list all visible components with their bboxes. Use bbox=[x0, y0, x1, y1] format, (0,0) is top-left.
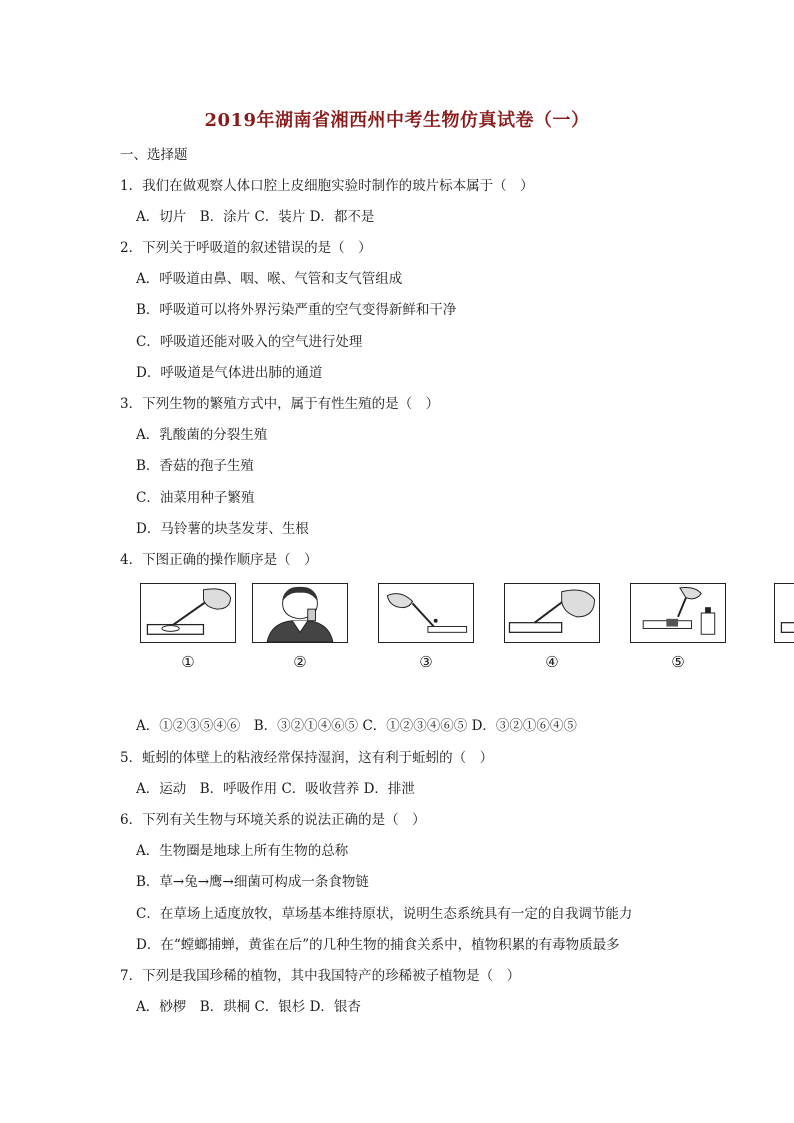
question-2-option-d: D．呼吸道是气体进出肺的通道 bbox=[136, 365, 323, 381]
figure-panel-1 bbox=[140, 583, 236, 643]
figure-label-2: ② bbox=[293, 653, 307, 671]
figure-panel-4 bbox=[504, 583, 600, 643]
question-2-option-a: A．呼吸道由鼻、咽、喉、气管和支气管组成 bbox=[136, 271, 403, 287]
operation-figure bbox=[140, 583, 794, 675]
question-6-option-b: B．草→兔→鹰→细菌可构成一条食物链 bbox=[136, 874, 369, 890]
dropper-on-slide-icon bbox=[141, 584, 235, 642]
question-4-stem: 4．下图正确的操作顺序是（ ） bbox=[120, 552, 318, 568]
question-6-stem: 6．下列有关生物与环境关系的说法正确的是（ ） bbox=[120, 812, 426, 828]
staining-bottle-icon bbox=[631, 584, 725, 642]
figure-panel-5 bbox=[630, 583, 726, 643]
slide-partial-icon bbox=[775, 584, 794, 642]
question-7-options: A．桫椤 B．珙桐 C．银杉 D．银杏 bbox=[136, 999, 361, 1015]
question-3-option-c: C．油菜用种子繁殖 bbox=[136, 490, 255, 506]
figure-label-5: ⑤ bbox=[671, 653, 685, 671]
figure-label-4: ④ bbox=[545, 653, 559, 671]
question-2-option-b: B．呼吸道可以将外界污染严重的空气变得新鲜和干净 bbox=[136, 302, 457, 318]
question-6-option-a: A．生物圈是地球上所有生物的总称 bbox=[136, 843, 349, 859]
question-5-options: A．运动 B．呼吸作用 C．吸收营养 D．排泄 bbox=[136, 781, 415, 797]
question-1-options: A．切片 B．涂片 C．装片 D．都不是 bbox=[136, 209, 375, 225]
figure-label-3: ③ bbox=[419, 653, 433, 671]
question-2-stem: 2．下列关于呼吸道的叙述错误的是（ ） bbox=[120, 240, 372, 256]
dropper-adding-drop-icon bbox=[379, 584, 473, 642]
question-6-option-d: D．在“螳螂捕蝉，黄雀在后”的几种生物的捕食关系中，植物积累的有毒物质最多 bbox=[136, 937, 620, 953]
figure-panel-6 bbox=[774, 583, 794, 643]
question-2-option-c: C．呼吸道还能对吸入的空气进行处理 bbox=[136, 334, 363, 350]
question-3-option-d: D．马铃薯的块茎发芽、生根 bbox=[136, 521, 309, 537]
question-6-option-c: C．在草场上适度放牧，草场基本维持原状，说明生态系统具有一定的自我调节能力 bbox=[136, 906, 633, 922]
question-7-stem: 7．下列是我国珍稀的植物，其中我国特产的珍稀被子植物是（ ） bbox=[120, 968, 521, 984]
tweezers-cover-slip-icon bbox=[505, 584, 599, 642]
question-5-stem: 5．蚯蚓的体壁上的粘液经常保持湿润，这有利于蚯蚓的（ ） bbox=[120, 750, 494, 766]
figure-panel-3 bbox=[378, 583, 474, 643]
question-3-option-a: A．乳酸菌的分裂生殖 bbox=[136, 427, 268, 443]
question-4-options: A．①②③⑤④⑥ B．③②①④⑥⑤ C．①②③④⑥⑤ D．③②①⑥④⑤ bbox=[136, 718, 577, 734]
figure-label-1: ① bbox=[181, 653, 195, 671]
question-3-stem: 3．下列生物的繁殖方式中，属于有性生殖的是（ ） bbox=[120, 396, 440, 412]
question-3-option-b: B．香菇的孢子生殖 bbox=[136, 458, 254, 474]
person-rinsing-mouth-icon bbox=[253, 584, 347, 642]
figure-panel-2 bbox=[252, 583, 348, 643]
section-heading: 一、选择题 bbox=[120, 147, 188, 163]
question-1-stem: 1．我们在做观察人体口腔上皮细胞实验时制作的玻片标本属于（ ） bbox=[120, 178, 534, 194]
page-title: 2019年湖南省湘西州中考生物仿真试卷（一） bbox=[204, 110, 590, 131]
